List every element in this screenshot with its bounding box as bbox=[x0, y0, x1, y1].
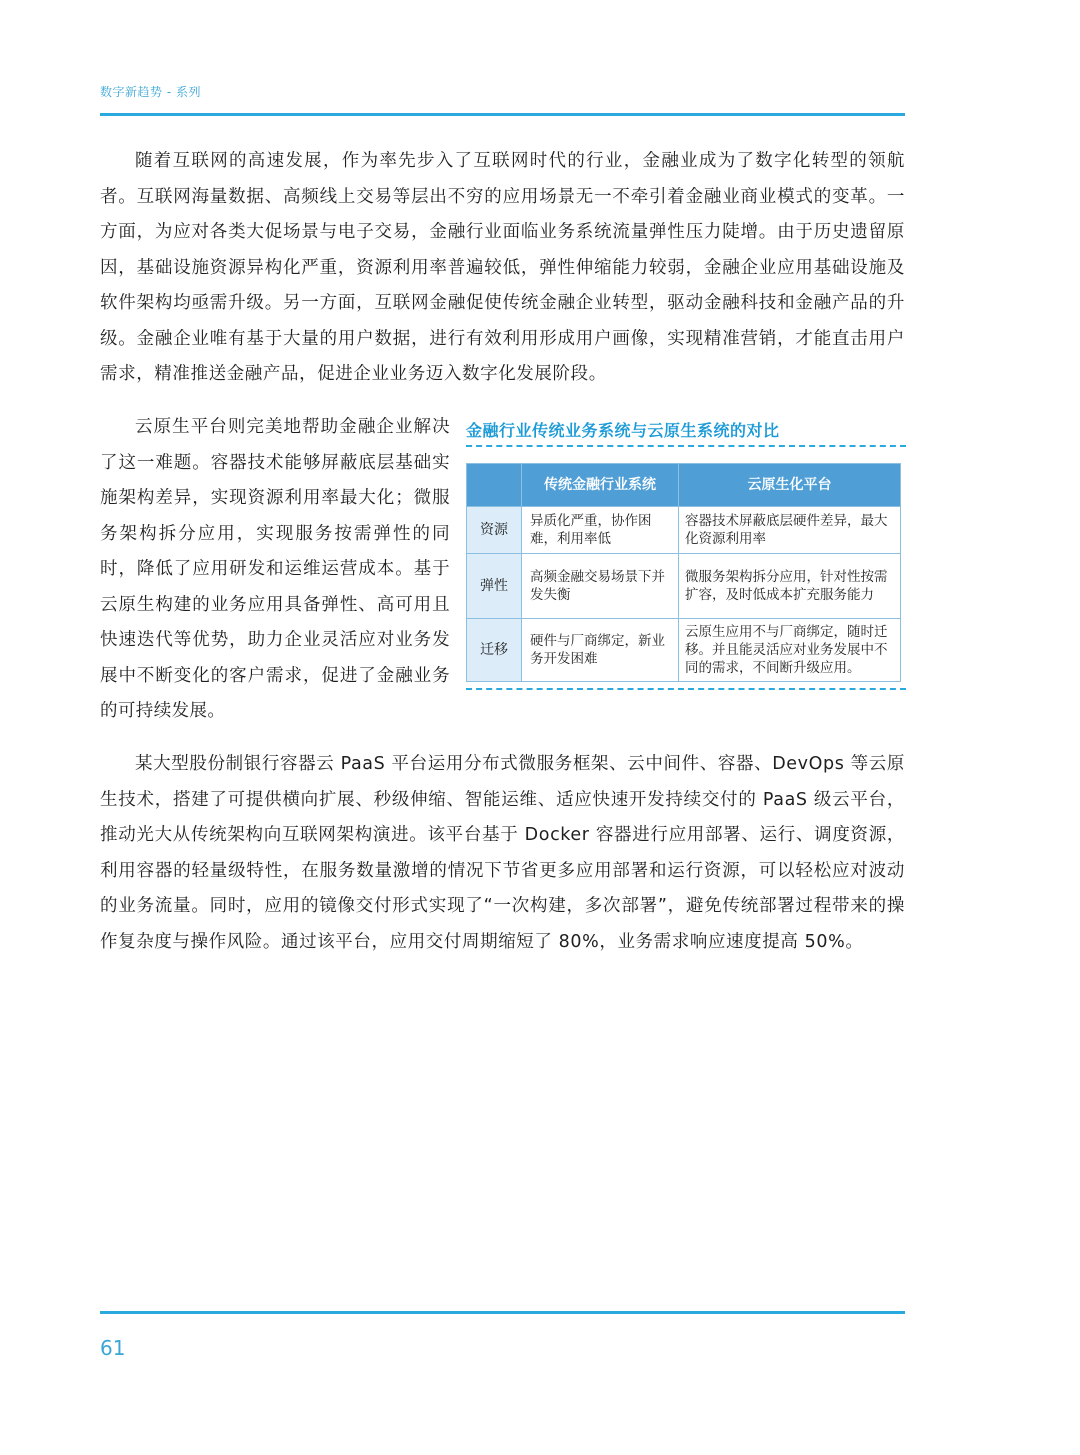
table-row bbox=[467, 507, 901, 554]
table-header-row bbox=[467, 464, 901, 507]
cloud-native-cell: 云原生应用不与厂商绑定，随时迁移。并且能灵活应对业务发展中不同的需求，不间断升级应用。 bbox=[679, 619, 901, 682]
comparison-table bbox=[466, 463, 901, 682]
traditional-cell: 异质化严重，协作困难，利用率低 bbox=[522, 507, 679, 554]
cloud-native-paragraph: 云原生平台则完美地帮助金融企业解决了这一难题。容器技术能够屏蔽底层基础实施架构差异，实现资源利用率最大化；微服务架构拆分应用，实现服务按需弹性的同时，降低了应用研发和运维运营成本。基于云原生构建的业务应用具备弹性、高可用且快速迭代等优势，助力企业灵活应对业务发展中不断变化的客户需求，促进了金融业务的可持续发展。 bbox=[100, 417, 450, 721]
table-bottom-dashed-divider bbox=[466, 688, 906, 690]
table-row bbox=[467, 554, 901, 619]
row-header-elasticity: 弹性 bbox=[467, 554, 522, 619]
table-title: 金融行业传统业务系统与云原生系统的对比 bbox=[466, 421, 780, 440]
traditional-cell: 硬件与厂商绑定，新业务开发困难 bbox=[522, 619, 679, 682]
footer-divider bbox=[100, 1311, 905, 1314]
table-corner-cell bbox=[467, 464, 522, 507]
table-row bbox=[467, 619, 901, 682]
intro-paragraph: 随着互联网的高速发展，作为率先步入了互联网时代的行业，金融业成为了数字化转型的领航者。互联网海量数据、高频线上交易等层出不穷的应用场景无一不牵引着金融业商业模式的变革。一方面，为应对各类大促场景与电子交易，金融行业面临业务系统流量弹性压力陡增。由于历史遗留原因，基础设施资源异构化严重，资源利用率普遍较低，弹性伸缩能力较弱，金融企业应用基础设施及软件架构均亟需升级。另一方面，互联网金融促使传统金融企业转型，驱动金融科技和金融产品的升级。金融企业唯有基于大量的用户数据，进行有效利用形成用户画像，实现精准营销，才能直击用户需求，精准推送金融产品，促进企业业务迈入数字化发展阶段。 bbox=[100, 151, 905, 384]
column-header-cloud-native: 云原生化平台 bbox=[679, 464, 901, 507]
table-top-dashed-divider bbox=[466, 445, 906, 447]
column-header-traditional: 传统金融行业系统 bbox=[522, 464, 679, 507]
row-header-resource: 资源 bbox=[467, 507, 522, 554]
page-number: 61 bbox=[100, 1336, 126, 1360]
header-divider bbox=[100, 113, 905, 116]
series-header-label: 数字新趋势 - 系列 bbox=[100, 85, 201, 99]
cloud-native-cell: 微服务架构拆分应用，针对性按需扩容，及时低成本扩充服务能力 bbox=[679, 554, 901, 619]
cloud-native-cell: 容器技术屏蔽底层硬件差异，最大化资源利用率 bbox=[679, 507, 901, 554]
traditional-cell: 高频金融交易场景下并发失衡 bbox=[522, 554, 679, 619]
row-header-migration: 迁移 bbox=[467, 619, 522, 682]
bank-case-paragraph: 某大型股份制银行容器云 PaaS 平台运用分布式微服务框架、云中间件、容器、DevOps 等云原生技术，搭建了可提供横向扩展、秒级伸缩、智能运维、适应快速开发持续交付的 PaaS 级云平台，推动光大从传统架构向互联网架构演进。该平台基于 Docker 容器进行应用部署、运行、调度资源，利用容器的轻量级特性，在服务数量激增的情况下节省更多应用部署和运行资源，可以轻松应对波动的业务流量。同时，应用的镜像交付形式实现了“一次构建，多次部署”，避免传统部署过程带来的操作复杂度与操作风险。通过该平台，应用交付周期缩短了 80%，业务需求响应速度提高 50%。 bbox=[100, 754, 905, 952]
